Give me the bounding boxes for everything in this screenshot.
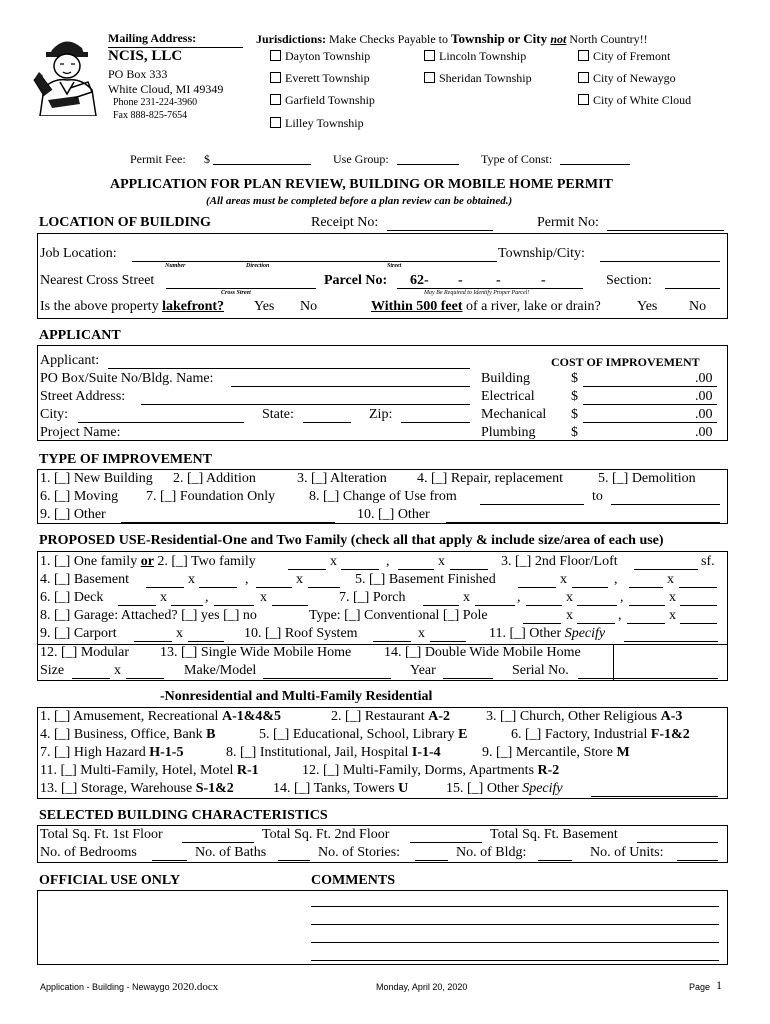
improvement-demolition[interactable]: 5. [_] Demolition [598,471,696,486]
two-family-dim-3[interactable] [398,569,434,570]
parcel-label: Parcel No: [324,273,388,288]
make-model-label: Make/Model [184,663,257,678]
org-fax: Fax 888-825-7654 [113,110,188,121]
page-subtitle: (All areas must be completed before a plan review can be obtained.) [206,195,513,207]
stories-label: No. of Stories: [318,845,401,860]
nonres-other[interactable] [446,781,563,797]
checkbox-icon[interactable] [578,94,589,105]
jurisdiction-newaygo-label: City of Newaygo [593,71,676,85]
x-mark: x [296,572,303,587]
checkbox-icon[interactable] [270,117,281,128]
two-family-dim-4[interactable] [450,569,488,570]
deck-dim-4[interactable] [272,605,308,606]
bsmt-fin-dim-2[interactable] [572,587,608,588]
nonres-storage-label: 13. [_] Storage, Warehouse [40,781,196,796]
nonres-church-code: A-3 [660,709,683,724]
nonres-business-code: B [206,727,216,742]
x-mark: x [160,590,167,605]
jurisdiction-garfield[interactable] [270,93,375,108]
checks-note-emphasis: Township or City [450,31,551,46]
res-carport[interactable]: 9. [_] Carport [40,626,117,641]
const-type-label: Type of Const: [481,152,553,166]
applicant-label: Applicant: [40,353,100,368]
project-name-field[interactable] [126,440,470,441]
zip-field[interactable] [401,422,470,423]
township-field[interactable] [600,261,720,262]
x-mark: x [566,590,573,605]
x-mark: x [669,590,676,605]
improvement-repair[interactable]: 4. [_] Repair, replacement [417,471,563,486]
nonres-high-hazard-label: 7. [_] High Hazard [40,745,150,760]
stories-field[interactable] [415,860,448,861]
comment-line-2[interactable] [311,924,719,925]
year-label: Year [410,663,436,678]
receipt-field[interactable] [387,230,493,231]
footer-file-text: Application - Building - Newaygo [40,982,173,992]
res-basement[interactable]: 4. [_] Basement [40,572,130,587]
comments-heading: COMMENTS [311,873,395,888]
river-no[interactable]: No [689,299,707,314]
sqft-basement-label: Total Sq. Ft. Basement [490,827,618,842]
sqft-1st-label: Total Sq. Ft. 1st Floor [40,827,163,842]
improvement-other-10[interactable]: 10. [_] Other [357,507,430,522]
cost-electrical-cents: .00 [695,389,713,404]
job-location-label: Job Location: [40,246,117,261]
cost-building-label: Building [481,371,531,386]
number-caption: Number [165,263,186,269]
sqft-basement-field[interactable] [637,842,718,843]
parcel-caption: May Be Required to Identify Proper Parcel! [424,290,530,296]
nonres-business-label: 4. [_] Business, Office, Bank [40,727,207,742]
nonres-hotel-label: 11. [_] Multi-Family, Hotel, Motel [40,763,237,778]
checkbox-icon[interactable] [424,50,435,61]
res-2nd-floor[interactable]: 3. [_] 2nd Floor/Loft [501,554,618,569]
nonres-mercantile-code: M [616,745,630,760]
jurisdiction-sheridan-label: Sheridan Township [439,71,532,85]
nonres-factory[interactable] [511,727,690,743]
nonres-church-label: 3. [_] Church, Other Religious [486,709,661,724]
city-label: City: [40,407,69,422]
basement-dim-1[interactable] [146,587,184,588]
state-field[interactable] [303,422,351,423]
x-mark: x [667,572,674,587]
res-basement-finished[interactable]: 5. [_] Basement Finished [355,572,496,587]
porch-dim-5[interactable] [629,605,665,606]
checks-note-tail: North Country!! [566,32,648,46]
nonres-dorms-label: 12. [_] Multi-Family, Dorms, Apartments [302,763,538,778]
make-model-field[interactable] [263,678,391,679]
deck-dim-1[interactable] [118,605,156,606]
nonres-heading: -Nonresidential and Multi-Family Residential [160,689,433,704]
improvement-foundation-only[interactable]: 7. [_] Foundation Only [146,489,276,504]
official-use-box [37,890,728,965]
cost-heading: COST OF IMPROVEMENT [551,355,700,369]
res-other-label: 11. [_] Other [489,626,565,641]
nonres-educational-label: 5. [_] Educational, School, Library [259,727,459,742]
jurisdictions-heading [256,31,648,47]
res-modular[interactable]: 12. [_] Modular [40,645,130,660]
jurisdiction-everett-label: Everett Township [285,71,370,85]
units-field[interactable] [677,860,718,861]
org-po-box: PO Box 333 [108,67,168,81]
jurisdiction-fremont-label: City of Fremont [593,49,671,63]
improvement-new-building[interactable]: 1. [_] New Building [40,471,153,486]
nonres-amusement-code: A-1&4&5 [221,709,282,724]
checkbox-icon[interactable] [270,94,281,105]
nonres-mercantile-label: 9. [_] Mercantile, Store [482,745,617,760]
bsmt-fin-dim-3[interactable] [629,587,663,588]
garage-dim-3[interactable] [627,623,665,624]
org-name: NCIS, LLC [108,48,183,64]
use-group-field[interactable] [397,164,459,165]
jurisdictions-label: Jurisdictions: [256,32,327,46]
cost-mechanical-dollar: $ [571,407,578,422]
deck-dim-2[interactable] [171,605,203,606]
nonres-church[interactable] [486,709,682,725]
change-to-field[interactable] [611,504,720,505]
x-mark: x [176,626,183,641]
within-500-text: of a river, lake or drain? [462,299,601,314]
residential-heading: PROPOSED USE-Residential-One and Two Family (check all that apply & include size/area of each use) [39,533,664,548]
garage-dim-1[interactable] [523,623,561,624]
res-one-family-label: 1. [_] One family [40,554,141,569]
x-mark: x [560,572,567,587]
jurisdiction-newaygo[interactable] [578,71,676,86]
nonres-tanks-code: U [398,781,409,796]
river-yes[interactable]: Yes [637,299,658,314]
nonres-high-hazard[interactable] [40,745,183,761]
permit-no-field[interactable] [607,230,724,231]
carport-dim-2[interactable] [188,641,224,642]
checkbox-icon[interactable] [424,72,435,83]
sqft-2nd-field[interactable] [410,842,482,843]
org-city: White Cloud, MI 49349 [108,82,224,96]
size-label: Size [40,663,65,678]
nonres-mercantile[interactable] [482,745,630,761]
improvement-heading: TYPE OF IMPROVEMENT [39,452,212,467]
jurisdiction-lincoln-label: Lincoln Township [439,49,527,63]
basement-dim-3[interactable] [256,587,292,588]
x-mark: x [438,554,445,569]
change-to-label: to [592,489,603,504]
use-group-label: Use Group: [333,152,389,166]
direction-caption: Direction [246,263,270,269]
nonres-specify-label: Specify [522,781,563,796]
checks-note-not: not [550,32,567,46]
jurisdiction-dayton-label: Dayton Township [285,49,371,63]
porch-dim-4[interactable] [577,605,617,606]
po-box-field[interactable] [231,386,470,387]
location-heading: LOCATION OF BUILDING [39,215,211,230]
x-mark: x [114,663,121,678]
jurisdiction-garfield-label: Garfield Township [285,93,375,107]
nonres-dorms-code: R-2 [537,763,560,778]
footer-page-number: 1 [716,978,722,992]
nonres-factory-code: F-1&2 [650,727,690,742]
nonres-other-label: 15. [_] Other [446,781,523,796]
res-garage[interactable]: 8. [_] Garage: Attached? [_] yes [_] no [40,608,257,623]
characteristics-heading: SELECTED BUILDING CHARACTERISTICS [39,808,328,823]
nonres-tanks[interactable] [273,781,408,797]
jurisdiction-everett[interactable] [270,71,370,86]
comma-mark: , [620,590,624,605]
specify-label: Specify [564,626,606,641]
res-other[interactable] [489,626,605,642]
comment-line-3[interactable] [311,942,719,943]
bldg-field[interactable] [538,860,572,861]
nonres-institutional-label: 8. [_] Institutional, Jail, Hospital [226,745,412,760]
basement-dim-2[interactable] [199,587,237,588]
x-mark: x [260,590,267,605]
lakefront-yes[interactable]: Yes [254,299,275,314]
porch-dim-1[interactable] [423,605,459,606]
lakefront-emphasis: lakefront? [162,299,225,314]
parcel-dash-3: - [541,273,546,288]
cost-mechanical-label: Mechanical [481,407,547,422]
checkbox-icon[interactable] [270,72,281,83]
nonres-other-field[interactable] [591,796,718,797]
loft-sf-field[interactable] [634,569,698,570]
jurisdiction-sheridan[interactable] [424,71,532,86]
cost-plumbing-label: Plumbing [481,425,536,440]
page-title: APPLICATION FOR PLAN REVIEW, BUILDING OR MOBILE HOME PERMIT [110,177,613,192]
bsmt-fin-dim-4[interactable] [679,587,717,588]
permit-fee-dollar: $ [204,152,210,166]
parcel-dash-1: - [458,273,463,288]
two-family-dim-2[interactable] [341,569,379,570]
serial-label: Serial No. [512,663,569,678]
lakefront-no[interactable]: No [300,299,318,314]
bedrooms-field[interactable] [152,860,187,861]
res-single-wide[interactable]: 13. [_] Single Wide Mobile Home [160,645,352,660]
comma-mark: , [205,590,209,605]
porch-dim-3[interactable] [526,605,562,606]
checkbox-icon[interactable] [578,50,589,61]
x-mark: x [669,608,676,623]
construction-worker-logo [30,30,104,116]
nonres-amusement-label: 1. [_] Amusement, Recreational [40,709,222,724]
permit-no-label: Permit No: [537,215,599,230]
checkbox-icon[interactable] [578,72,589,83]
nonres-educational-code: E [458,727,468,742]
jurisdiction-fremont[interactable] [578,49,670,64]
res-one-two-family[interactable] [40,554,256,570]
cost-building-cents: .00 [695,371,713,386]
other-10-field[interactable] [446,522,720,523]
nonres-dorms[interactable] [302,763,559,779]
comment-line-1[interactable] [311,906,719,907]
parcel-field[interactable] [397,288,583,289]
porch-dim-6[interactable] [680,605,717,606]
bedrooms-label: No. of Bedrooms [40,845,137,860]
res-roof-system[interactable]: 10. [_] Roof System [244,626,358,641]
permit-fee-label: Permit Fee: [130,152,186,166]
street-address-label: Street Address: [40,389,126,404]
cost-mechanical-cents: .00 [695,407,713,422]
improvement-other-9[interactable]: 9. [_] Other [40,507,106,522]
bldg-label: No. of Bldg: [456,845,527,860]
jurisdiction-whitecloud[interactable] [578,93,691,108]
section-label: Section: [606,273,652,288]
comment-line-4[interactable] [311,960,719,961]
garage-dim-2[interactable] [577,623,615,624]
porch-dim-2[interactable] [475,605,515,606]
applicant-field[interactable] [108,368,470,369]
job-location-field[interactable] [132,261,497,262]
res-other-field[interactable] [624,641,718,642]
po-box-label: PO Box/Suite No/Bldg. Name: [40,371,214,386]
footer-filename [40,981,218,993]
size-dim-1[interactable] [72,678,110,679]
jurisdiction-lincoln[interactable] [424,49,526,64]
jurisdiction-lilley[interactable] [270,116,364,131]
parcel-dash-2: - [496,273,501,288]
garage-dim-4[interactable] [680,623,717,624]
comma-mark: , [245,572,249,587]
improvement-alteration[interactable]: 3. [_] Alteration [297,471,387,486]
x-mark: x [463,590,470,605]
change-from-field[interactable] [480,504,584,505]
township-label: Township/City: [498,246,585,261]
res-garage-type[interactable]: Type: [_] Conventional [_] Pole [309,608,488,623]
project-name-label: Project Name: [40,425,121,440]
res-two-family-label: 2. [_] Two family [153,554,256,569]
sf-label: sf. [701,554,715,569]
roof-dim-1[interactable] [373,641,411,642]
mailing-label: Mailing Address: [108,31,197,45]
nonres-restaurant-code: A-2 [428,709,450,724]
units-label: No. of Units: [590,845,664,860]
jurisdiction-whitecloud-label: City of White Cloud [593,93,692,107]
baths-field[interactable] [278,860,310,861]
nonres-hotel-code: R-1 [236,763,259,778]
improvement-moving[interactable]: 6. [_] Moving [40,489,119,504]
nonres-storage[interactable] [40,781,234,797]
applicant-heading: APPLICANT [39,328,121,343]
permit-fee-field[interactable] [213,164,311,165]
nonres-educational[interactable] [259,727,467,743]
jurisdiction-lilley-label: Lilley Township [285,116,364,130]
official-use-heading: OFFICIAL USE ONLY [39,873,181,888]
nonres-restaurant[interactable] [331,709,450,725]
deck-dim-3[interactable] [214,605,254,606]
cost-electrical-label: Electrical [481,389,535,404]
res-or-emphasis: or [140,554,154,569]
bsmt-fin-dim-1[interactable] [518,587,556,588]
comma-mark: , [614,572,618,587]
checkbox-icon[interactable] [270,50,281,61]
sqft-1st-field[interactable] [182,842,254,843]
zip-label: Zip: [369,407,393,422]
cost-electrical-dollar: $ [571,389,578,404]
street-address-field[interactable] [141,404,470,405]
checks-note: Make Checks Payable to [329,32,451,46]
city-field[interactable] [78,422,244,423]
cost-building-dollar: $ [571,371,578,386]
cross-street-label: Nearest Cross Street [40,273,155,288]
street-caption: Street [387,263,402,269]
res-deck[interactable]: 6. [_] Deck [40,590,104,605]
jurisdiction-dayton[interactable] [270,49,370,64]
footer-page-label: Page [689,982,711,992]
lakefront-question [40,299,224,315]
state-label: State: [262,407,294,422]
const-type-field[interactable] [560,164,630,165]
nonres-hotel[interactable] [40,763,259,779]
comma-mark: , [517,590,521,605]
nonres-business[interactable] [40,727,216,743]
footer-date: Monday, April 20, 2020 [376,982,468,992]
nonres-institutional[interactable] [226,745,441,761]
x-mark: x [330,554,337,569]
receipt-label: Receipt No: [311,215,379,230]
roof-dim-2[interactable] [430,641,466,642]
comma-mark: , [618,608,622,623]
residential-divider [37,644,728,645]
footer-file-year: 2020.docx [172,981,219,993]
nonres-tanks-label: 14. [_] Tanks, Towers [273,781,399,796]
carport-dim-1[interactable] [134,641,172,642]
comma-mark: , [386,554,390,569]
section-field[interactable] [665,288,720,289]
res-porch[interactable]: 7. [_] Porch [339,590,406,605]
res-double-wide[interactable]: 14. [_] Double Wide Mobile Home [384,645,581,660]
other-9-field[interactable] [121,522,335,523]
nonres-amusement[interactable] [40,709,281,725]
x-mark: x [188,572,195,587]
cost-plumbing-cents: .00 [695,425,713,440]
basement-dim-4[interactable] [308,587,340,588]
residential-divider-vertical [613,644,614,681]
nonres-factory-label: 6. [_] Factory, Industrial [511,727,651,742]
parcel-prefix: 62- [410,273,429,288]
baths-label: No. of Baths [195,845,267,860]
cross-street-field[interactable] [166,288,316,289]
sqft-2nd-label: Total Sq. Ft. 2nd Floor [262,827,390,842]
serial-field[interactable] [578,678,718,679]
year-field[interactable] [443,678,493,679]
improvement-change-of-use[interactable]: 8. [_] Change of Use from [309,489,457,504]
cross-street-caption: Cross Street [221,290,251,296]
nonres-institutional-code: I-1-4 [411,745,441,760]
x-mark: x [418,626,425,641]
nonres-restaurant-label: 2. [_] Restaurant [331,709,429,724]
org-phone: Phone 231-224-3960 [113,97,198,108]
x-mark: x [566,608,573,623]
size-dim-2[interactable] [126,678,164,679]
nonres-storage-code: S-1&2 [195,781,234,796]
nonres-high-hazard-code: H-1-5 [149,745,184,760]
improvement-addition[interactable]: 2. [_] Addition [173,471,256,486]
within-500-question [371,299,601,315]
lakefront-text: Is the above property [40,299,163,314]
two-family-dim-1[interactable] [288,569,326,570]
cost-plumbing-dollar: $ [571,425,578,440]
within-500-emphasis: Within 500 feet [371,299,463,314]
